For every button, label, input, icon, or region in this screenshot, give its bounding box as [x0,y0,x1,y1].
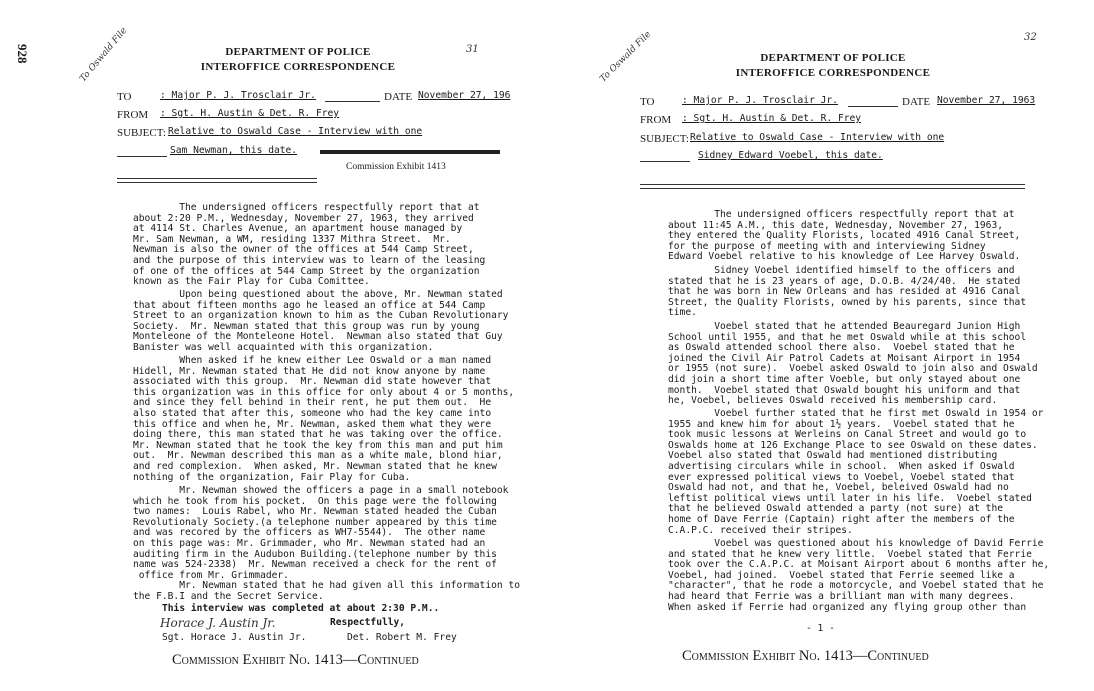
left-exhibit-stamp: Commission Exhibit 1413 [346,162,446,172]
right-to-value: : Major P. J. Trosclair Jr. [682,95,838,106]
margin-page-number: 928 [15,44,30,64]
body-line: The undersigned officers respectfully report that at [133,202,480,213]
body-line: and since they fell behind in their rent, he put them out. He [133,397,492,409]
body-line: and red complexion. When asked, Mr. Newman stated that he knew [133,461,497,472]
right-from-label: FROM [640,114,672,126]
body-line: took music lessons at Werleins on Canal Street and would go to [668,429,1027,441]
body-line: Voebel, had joined. Voebel stated that Ferrie seemed like a [668,569,1015,581]
body-line: Voebel also stated that Oswald had mentioned distributing [668,450,998,462]
left-signer-2: Det. Robert M. Frey [347,632,457,643]
body-line: Upon being questioned about the above, Mr. Newman stated [133,289,503,300]
right-date-value: November 27, 1963 [937,95,1036,106]
body-line: Oswalds home at 126 Exchange Place to see Oswald on these dates. [668,439,1038,451]
body-line: Voebel stated that he attended Beauregard Junion High [668,321,1021,332]
right-from-value: : Sgt. H. Austin & Det. R. Frey [682,113,862,124]
right-doc-type: INTEROFFICE CORRESPONDENCE [735,67,931,79]
right-to-rule [848,106,898,107]
body-line: and stated that he knew very little. Voebel stated that Ferrie [668,548,1032,560]
body-line: When asked if Ferrie had organized any flying group other than [668,601,1027,613]
body-line: The undersigned officers respectfully report that at [668,209,1015,220]
right-page-number: - 1 - [806,623,835,634]
body-line: name was 524-2338) Mr. Newman received a check for the rent of [133,559,497,571]
body-line: Mr. Newman showed the officers a page in a small notebook [133,485,509,496]
right-dept-heading: DEPARTMENT OF POLICE [760,52,906,64]
body-line: Revolutionaly Society.(a telephone number appeared by this time [133,516,497,528]
left-page-mark: 31 [466,44,479,55]
body-line: leftist political views until later in his life. Voebel stated [668,492,1032,504]
body-line: Voebel was questioned about his knowledge of David Ferrie [668,538,1044,549]
body-line: out. Mr. Newman described this man as a white male, blond hiar, [133,450,503,462]
body-line: advertising circulars while in school. When asked if Oswald [668,461,1015,472]
body-line: of one of the offices at 544 Camp Street by the organization [133,265,480,277]
body-line: he, Voebel, believes Oswald received his membership card. [668,395,998,407]
body-line: that he was born in New Orleans and has resided at 4916 Canal [668,286,1021,298]
body-line: that he believed Oswald attended a party (not sure) at the [668,503,1004,515]
left-subject-line1: Relative to Oswald Case - Interview with one [168,126,423,137]
left-double-rule-2 [117,182,317,183]
body-line: C.A.P.C. received their stripes. [668,524,853,536]
body-line: known as the Fair Play for Cuba Comittee. [133,276,370,288]
body-line: that about fifteen months ago he leased an office at 544 Camp [133,299,486,311]
left-date-value: November 27, 196 [418,90,511,101]
right-to-label: TO [640,96,655,108]
body-line: on this page was: Mr. Grimmader, who Mr. Newman stated had an [133,538,486,549]
body-line: Edward Voebel relative to his knowledge of Lee Harvey Oswald. [668,251,1021,263]
left-dept-heading: DEPARTMENT OF POLICE [225,46,371,58]
body-line: 1955 and knew him for about 1½ years. Voebel stated that he [668,418,1015,430]
body-line: nothing of the organization, Fair Play for Cuba. [133,471,411,483]
right-date-label: DATE [902,96,931,108]
left-handwritten-note: To Oswald File [78,25,130,85]
body-line: did join a short time after Voeble, but only stayed about one [668,374,1021,385]
body-line: also stated that after this, someone who had the key came into [133,408,492,419]
body-line: Hidell, Mr. Newman stated that He did not know anyone by name [133,365,486,377]
left-signer-1: Sgt. Horace J. Austin Jr. [162,632,307,643]
body-line: Mr. Newman stated that he took the key from this man and put him [133,439,503,451]
body-line: doing there, this man stated that he was taking over the office. [133,429,503,441]
right-subject-rule [640,161,690,162]
body-line: took over the C.A.P.C. at Moisant Airport about 6 months after he, [668,559,1050,571]
right-page-mark: 32 [1024,32,1037,43]
left-to-value: : Major P. J. Trosclair Jr. [160,90,316,101]
right-subject-label: SUBJECT: [640,133,689,145]
body-line: for the purpose of meeting with and interviewing Sidney [668,240,986,252]
left-subject-label: SUBJECT: [117,127,166,139]
body-line: Society. Mr. Newman stated that this group was run by young [133,320,480,332]
body-line: time. [668,307,697,319]
right-double-rule-2 [640,188,1025,189]
left-subject-rule [117,156,167,157]
left-doc-type: INTEROFFICE CORRESPONDENCE [200,61,396,73]
right-subject-line1: Relative to Oswald Case - Interview with one [690,132,945,143]
body-line: Newman is also the owner of the offices at 544 Camp Street, [133,244,474,256]
body-line: Oswald had not, and that he, Voebel, beleived Oswald had no [668,482,1009,494]
body-line: Banister was well acquainted with this organization. [133,342,434,353]
left-footer: Commission Exhibit No. 1413—Continued [172,652,419,668]
left-date-label: DATE [384,91,413,103]
body-line: ever expressed political views to Voebel, Voebel stated that [668,471,1015,483]
body-line: about 2:20 P.M., Wednesday, November 27, 1963, they arrived [133,212,474,224]
left-respectfully: Respectfully, [330,617,406,628]
body-line: auditing firm in the Audubon Building.(telephone number by this [133,548,497,560]
left-to-label: TO [117,91,132,103]
body-line: which he took from his pocket. On this page were the following [133,495,497,507]
body-line: School until 1955, and that he met Oswald while at this school [668,331,1027,343]
body-line: Monteleone of the Monteleone Hotel. Newman also stated that Guy [133,331,503,343]
body-line: about 11:45 A.M., this date, Wednesday, November 27, 1963, [668,219,1004,231]
left-redaction-bar [320,150,500,154]
body-line: stated that he is 23 years of age, D.O.B. 4/24/40. He stated [668,275,1021,287]
body-line: month. Voebel stated that Oswald bought his uniform and that [668,384,1021,396]
left-closing-line: This interview was completed at about 2:30 P.M.. [162,603,440,614]
body-line: home of Dave Ferrie (Captain) right after the members of the [668,514,1015,525]
body-line: two names: Louis Rabel, who Mr. Newman stated headed the Cuban [133,506,497,518]
body-line: and the purpose of this interview was to learn of the leasing [133,255,486,266]
body-line: joined the Civil Air Patrol Cadets at Moisant Airport in 1954 [668,352,1021,364]
body-line: Voebel further stated that he first met Oswald in 1954 or [668,408,1044,419]
body-line: or 1955 (not sure). Voebel asked Oswald to join also and Oswald [668,363,1038,375]
right-handwritten-note: To Oswald File [598,29,654,85]
body-line: Mr. Newman stated that he had given all this information to [133,580,520,592]
left-from-label: FROM [117,109,149,121]
body-line: at 4114 St. Charles Avenue, an apartment house managed by [133,223,463,235]
body-line: When asked if he knew either Lee Oswald or a man named [133,355,492,366]
body-line: had heard that Ferrie was a brilliant man with many degrees. [668,591,1015,602]
body-line: Mr. Sam Newman, a WM, residing 1337 Mithra Street. Mr. [133,233,451,245]
body-line: Sidney Voebel identified himself to the officers and [668,265,1015,276]
body-line: as Oswald attended school there also. Voebel stated that he [668,342,1015,354]
left-to-rule [325,101,380,102]
body-line: Street to an organization known to him as the Cuban Revolutionary [133,310,509,322]
body-line: this organization was in this office for only about 4 or 5 months, [133,386,515,398]
body-line: "character", that he rode a motorcycle, and Voebel stated that he [668,580,1044,592]
right-double-rule [640,184,1025,185]
body-line: and was recored by the officers as WH7-5544). The other name [133,527,486,539]
body-line: Street, the Quality Florists, owned by his parents, since that [668,296,1027,308]
left-signature: Horace J. Austin Jr. [160,616,276,630]
right-footer: Commission Exhibit No. 1413—Continued [682,648,929,664]
left-subject-line2: Sam Newman, this date. [170,145,298,156]
left-from-value: : Sgt. H. Austin & Det. R. Frey [160,108,340,119]
right-subject-line2: Sidney Edward Voebel, this date. [698,150,883,161]
body-line: office from Mr. Grimmader. [133,569,289,581]
left-double-rule [117,178,317,179]
body-line: they entered the Quality Florists, located 4916 Canal Street, [668,230,1021,242]
body-line: this office and when he, Mr. Newman, asked them what they were [133,418,492,430]
body-line: associated with this group. Mr. Newman did state however that [133,376,492,388]
body-line: the F.B.I and the Secret Service. [133,591,324,602]
